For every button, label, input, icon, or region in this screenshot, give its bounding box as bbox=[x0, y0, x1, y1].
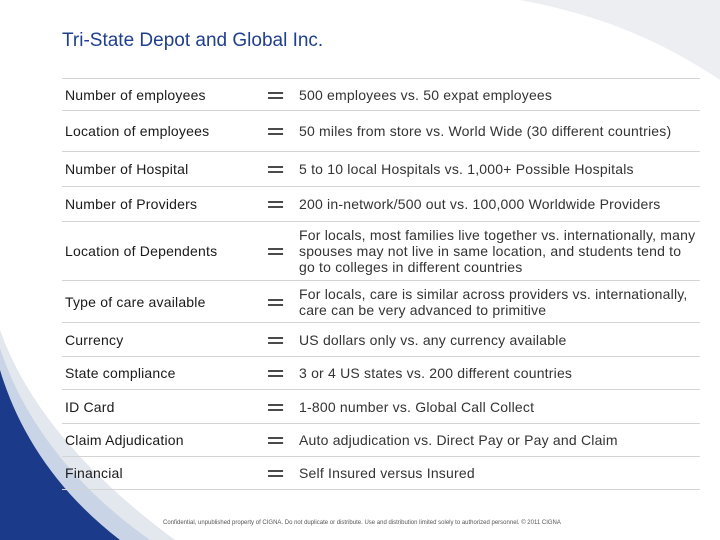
equals-sign: = bbox=[265, 459, 286, 487]
equals-sign: = bbox=[265, 237, 286, 265]
row-value: For locals, most families live together vs. internationally, many spouses may not live in same location, and students tend to go to colleges in different countries bbox=[299, 227, 696, 275]
equals-sign: = bbox=[265, 426, 286, 454]
equals-sign: = bbox=[265, 359, 286, 387]
row-value: 3 or 4 US states vs. 200 different countries bbox=[299, 365, 573, 381]
equals-sign: = bbox=[265, 80, 286, 109]
row-value: Self Insured versus Insured bbox=[299, 465, 475, 481]
top-right-grey-swoosh bbox=[520, 0, 720, 80]
row-label: Type of care available bbox=[65, 293, 206, 310]
table-row bbox=[62, 424, 700, 457]
equals-sign: = bbox=[265, 117, 286, 145]
table-row bbox=[62, 281, 700, 323]
confidentiality-footer: Confidential, unpublished property of CIGNA. Do not duplicate or distribute. Use and distribution limited solely to authorized personnel. © 2011 CIGNA bbox=[163, 520, 561, 526]
comparison-table bbox=[62, 78, 700, 490]
table-row bbox=[62, 78, 700, 111]
table-row bbox=[62, 457, 700, 490]
row-label: Number of Providers bbox=[65, 196, 198, 212]
page-title: Tri-State Depot and Global Inc. bbox=[62, 30, 324, 51]
row-label: Currency bbox=[65, 331, 124, 348]
equals-sign: = bbox=[265, 392, 286, 421]
row-label: Claim Adjudication bbox=[65, 432, 184, 448]
row-value: US dollars only vs. any currency available bbox=[299, 331, 567, 348]
row-value: 500 employees vs. 50 expat employees bbox=[299, 86, 553, 103]
row-label: Number of employees bbox=[65, 86, 206, 103]
row-label: State compliance bbox=[65, 365, 176, 381]
equals-sign: = bbox=[265, 287, 286, 316]
row-label: Number of Hospital bbox=[65, 161, 189, 177]
table-row bbox=[62, 323, 700, 357]
row-label: Location of employees bbox=[65, 123, 210, 139]
row-value: For locals, care is similar across providers vs. internationally, care can be very advanced to primitive bbox=[299, 285, 688, 318]
table-row bbox=[62, 111, 700, 152]
table-row bbox=[62, 187, 700, 222]
equals-sign: = bbox=[265, 155, 286, 183]
row-value: 50 miles from store vs. World Wide (30 different countries) bbox=[299, 123, 672, 139]
equals-sign: = bbox=[265, 325, 286, 354]
table-row bbox=[62, 152, 700, 187]
row-value: 200 in-network/500 out vs. 100,000 Worldwide Providers bbox=[299, 196, 661, 212]
equals-sign: = bbox=[265, 190, 286, 218]
row-value: 5 to 10 local Hospitals vs. 1,000+ Possible Hospitals bbox=[299, 161, 634, 177]
table-row bbox=[62, 222, 700, 281]
row-label: Location of Dependents bbox=[65, 243, 218, 259]
row-label: Financial bbox=[65, 465, 123, 481]
table-row bbox=[62, 357, 700, 390]
row-value: 1-800 number vs. Global Call Collect bbox=[299, 398, 535, 415]
row-value: Auto adjudication vs. Direct Pay or Pay and Claim bbox=[299, 432, 618, 448]
table-row bbox=[62, 390, 700, 424]
row-label: ID Card bbox=[65, 398, 115, 415]
